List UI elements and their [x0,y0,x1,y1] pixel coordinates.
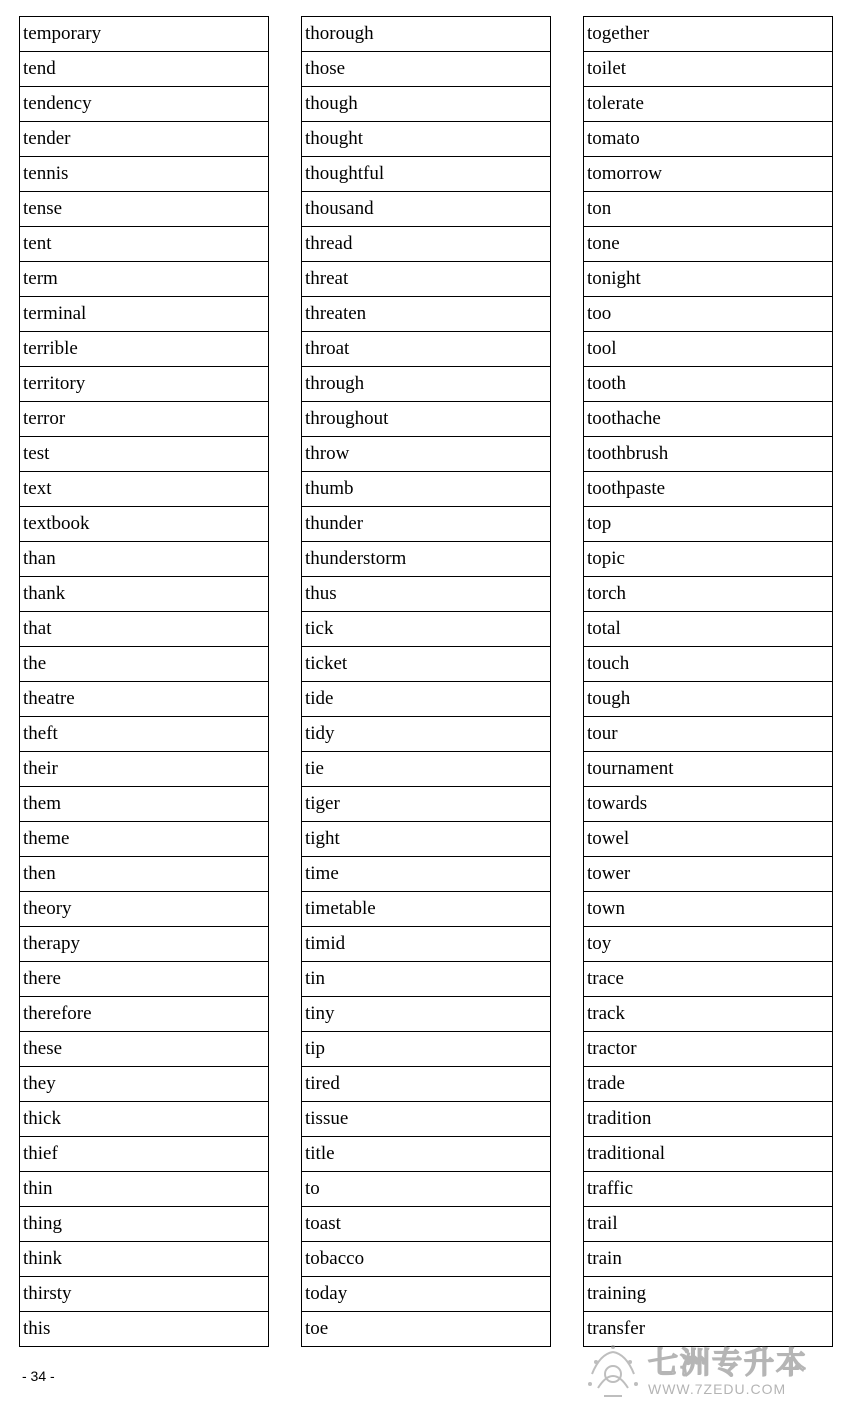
table-row [20,367,269,402]
word-cell: thunderstorm [302,542,551,577]
table-row [20,612,269,647]
table-row [302,402,551,437]
word-cell: transfer [584,1312,833,1347]
table-row [302,157,551,192]
table-row [302,612,551,647]
word-cell: then [20,857,269,892]
table-row [584,752,833,787]
table-row [584,1242,833,1277]
word-cell: text [20,472,269,507]
table-row [20,752,269,787]
table-row [584,157,833,192]
word-cell: track [584,997,833,1032]
table-row [20,192,269,227]
word-cell: thorough [302,17,551,52]
table-row [584,577,833,612]
table-row [302,17,551,52]
table-row [20,1207,269,1242]
word-cell: tooth [584,367,833,402]
table-row [584,227,833,262]
table-row [584,892,833,927]
table-row [302,1172,551,1207]
word-cell: tradition [584,1102,833,1137]
word-cell: therapy [20,927,269,962]
table-row [20,857,269,892]
table-row [20,577,269,612]
table-row [20,1032,269,1067]
table-row [584,542,833,577]
table-row [20,1312,269,1347]
table-row [584,857,833,892]
table-row [302,962,551,997]
table-row [584,87,833,122]
table-row [20,927,269,962]
table-row [584,1207,833,1242]
word-cell: tolerate [584,87,833,122]
table-row [20,1172,269,1207]
watermark-name: 七洲专升本 [648,1346,808,1381]
word-cell: trace [584,962,833,997]
word-cell: thoughtful [302,157,551,192]
table-row [20,52,269,87]
table-row [302,857,551,892]
table-row [302,892,551,927]
table-row [20,87,269,122]
table-row [302,87,551,122]
word-cell: this [20,1312,269,1347]
word-cell: thick [20,1102,269,1137]
word-cell: thumb [302,472,551,507]
word-cell: towards [584,787,833,822]
table-row [302,1137,551,1172]
table-row [584,787,833,822]
table-row [302,1102,551,1137]
word-cell: thought [302,122,551,157]
word-cell: think [20,1242,269,1277]
word-cell: toe [302,1312,551,1347]
logo-icon [584,1344,642,1400]
table-row [584,822,833,857]
word-cell: them [20,787,269,822]
word-cell: total [584,612,833,647]
word-cell: trail [584,1207,833,1242]
word-cell: topic [584,542,833,577]
word-cell: term [20,262,269,297]
word-cell: tend [20,52,269,87]
word-cell: top [584,507,833,542]
table-row [20,1137,269,1172]
table-row [20,227,269,262]
table-row [20,647,269,682]
page-number: - 34 - [22,1368,55,1384]
word-cell: tractor [584,1032,833,1067]
word-cell: these [20,1032,269,1067]
word-cell: test [20,437,269,472]
table-row [20,822,269,857]
table-row [20,1067,269,1102]
table-row [20,402,269,437]
table-row [584,402,833,437]
word-cell: the [20,647,269,682]
watermark-url: WWW.7ZEDU.COM [648,1381,787,1397]
word-cell: timetable [302,892,551,927]
table-row [302,752,551,787]
word-cell: thread [302,227,551,262]
word-cell: their [20,752,269,787]
word-cell: tight [302,822,551,857]
word-cell: tennis [20,157,269,192]
word-cell: toothache [584,402,833,437]
word-cell: textbook [20,507,269,542]
word-cell: towel [584,822,833,857]
table-row [302,682,551,717]
table-row [584,17,833,52]
word-cell: terror [20,402,269,437]
table-row [584,647,833,682]
table-row [302,542,551,577]
word-cell: tonight [584,262,833,297]
word-cell: throat [302,332,551,367]
word-cell: tip [302,1032,551,1067]
word-cell: to [302,1172,551,1207]
word-cell: timid [302,927,551,962]
table-row [302,472,551,507]
table-row [20,122,269,157]
table-row [302,1032,551,1067]
word-cell: that [20,612,269,647]
word-cell: traffic [584,1172,833,1207]
word-cell: traditional [584,1137,833,1172]
word-cell: tidy [302,717,551,752]
table-row [584,367,833,402]
table-row [584,1032,833,1067]
word-cell: tour [584,717,833,752]
word-cell: through [302,367,551,402]
table-row [20,437,269,472]
word-cell: threat [302,262,551,297]
table-row [302,997,551,1032]
table-row [302,437,551,472]
word-cell: tissue [302,1102,551,1137]
word-cell: trade [584,1067,833,1102]
word-cell: together [584,17,833,52]
word-cell: toast [302,1207,551,1242]
table-row [584,682,833,717]
word-cell: they [20,1067,269,1102]
word-cell: thunder [302,507,551,542]
table-row [302,1067,551,1102]
table-row [302,262,551,297]
table-row [584,1172,833,1207]
word-cell: tobacco [302,1242,551,1277]
word-cell: today [302,1277,551,1312]
word-cell: tiger [302,787,551,822]
word-cell: thief [20,1137,269,1172]
table-row [20,1277,269,1312]
table-row [584,192,833,227]
word-cell: training [584,1277,833,1312]
table-row [302,507,551,542]
word-cell: theory [20,892,269,927]
table-row [584,962,833,997]
table-row [20,472,269,507]
word-cell: title [302,1137,551,1172]
table-row [20,892,269,927]
word-cell: theatre [20,682,269,717]
table-row [302,1207,551,1242]
word-cell: touch [584,647,833,682]
table-row [20,1242,269,1277]
table-row [302,332,551,367]
word-cell: tomato [584,122,833,157]
word-cell: threaten [302,297,551,332]
word-cell: there [20,962,269,997]
word-cell: tough [584,682,833,717]
table-row [20,962,269,997]
word-cell: though [302,87,551,122]
word-cell: train [584,1242,833,1277]
table-row [20,787,269,822]
table-row [584,1137,833,1172]
table-row [584,1067,833,1102]
table-row [584,437,833,472]
word-cell: tendency [20,87,269,122]
word-cell: tide [302,682,551,717]
word-cell: territory [20,367,269,402]
table-row [584,52,833,87]
word-cell: tender [20,122,269,157]
table-row [584,332,833,367]
word-cell: too [584,297,833,332]
table-row [302,577,551,612]
table-row [20,507,269,542]
word-cell: temporary [20,17,269,52]
word-cell: terminal [20,297,269,332]
table-row [302,717,551,752]
word-cell: tiny [302,997,551,1032]
word-cell: thank [20,577,269,612]
word-cell: thirsty [20,1277,269,1312]
table-row [584,612,833,647]
word-column-1 [19,16,269,1347]
table-row [302,647,551,682]
word-cell: toy [584,927,833,962]
word-cell: thus [302,577,551,612]
word-cell: tone [584,227,833,262]
word-cell: tower [584,857,833,892]
word-cell: than [20,542,269,577]
word-cell: tin [302,962,551,997]
table-row [20,542,269,577]
word-cell: theft [20,717,269,752]
table-row [302,227,551,262]
word-cell: ticket [302,647,551,682]
table-row [584,472,833,507]
table-row [20,717,269,752]
table-row [302,927,551,962]
table-row [302,822,551,857]
table-row [20,157,269,192]
table-row [20,332,269,367]
table-row [302,1312,551,1347]
word-cell: town [584,892,833,927]
word-cell: toothbrush [584,437,833,472]
table-row [302,192,551,227]
table-row [302,1242,551,1277]
table-row [20,297,269,332]
word-cell: tent [20,227,269,262]
word-cell: toilet [584,52,833,87]
word-cell: tomorrow [584,157,833,192]
word-cell: toothpaste [584,472,833,507]
table-row [584,262,833,297]
word-cell: theme [20,822,269,857]
word-cell: torch [584,577,833,612]
table-row [20,682,269,717]
table-row [302,1277,551,1312]
word-cell: thin [20,1172,269,1207]
word-cell: tired [302,1067,551,1102]
table-row [584,717,833,752]
word-cell: tournament [584,752,833,787]
word-cell: tense [20,192,269,227]
table-row [302,367,551,402]
table-row [20,1102,269,1137]
watermark [584,1342,846,1402]
table-row [20,262,269,297]
table-row [584,1102,833,1137]
word-cell: those [302,52,551,87]
word-cell: thing [20,1207,269,1242]
word-cell: tick [302,612,551,647]
word-cell: terrible [20,332,269,367]
word-cell: therefore [20,997,269,1032]
table-row [20,997,269,1032]
word-cell: ton [584,192,833,227]
table-row [584,297,833,332]
word-cell: throughout [302,402,551,437]
table-row [20,17,269,52]
table-row [584,997,833,1032]
table-row [584,1277,833,1312]
word-column-3 [583,16,833,1347]
word-cell: throw [302,437,551,472]
word-cell: thousand [302,192,551,227]
word-cell: time [302,857,551,892]
word-cell: tool [584,332,833,367]
table-row [584,927,833,962]
table-row [584,122,833,157]
table-row [584,507,833,542]
table-row [302,297,551,332]
table-row [302,52,551,87]
table-row [302,122,551,157]
word-cell: tie [302,752,551,787]
word-column-2 [301,16,551,1347]
table-row [302,787,551,822]
